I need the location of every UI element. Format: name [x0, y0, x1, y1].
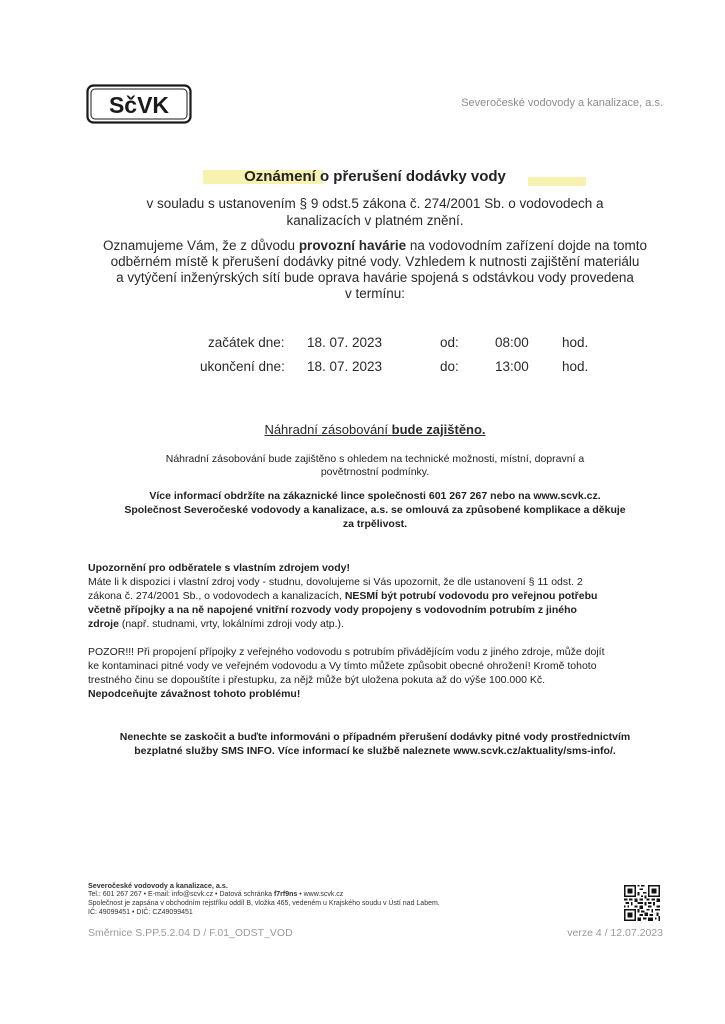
supply-heading: Náhradní zásobování bude zajištěno. [264, 422, 486, 437]
intro-line: odběrném místě k přerušení dodávky pitné vody. Vzhledem k nutnosti zajištění materiálu [110, 254, 640, 269]
start-label: začátek dne: [208, 335, 285, 350]
qr-code [624, 885, 660, 921]
supply-text: povětrnostní podmínky. [320, 466, 430, 478]
start-unit: hod. [562, 335, 589, 350]
intro-line: v termínu: [344, 286, 406, 301]
end-unit: hod. [562, 359, 589, 374]
caution-line: POZOR!!! Při propojení přípojky z veřejného vodovodu s potrubím přivádějícím vodu z jiného zdroje, může dojít [88, 646, 605, 658]
apology-line: za trpělivost. [342, 518, 408, 530]
caution-line: trestného činu se dopouštíte i přestupku, za nějž může být uložena pokuta až do výše 100.000 Kč. [88, 674, 546, 686]
footer-contact: Tel.: 601 267 267 • E-mail: info@scvk.cz • Datová schránka f7rf9ns • www.scvk.cz [88, 891, 344, 898]
schedule-end-row [0, 359, 725, 377]
supply-text: Náhradní zásobování bude zajištěno s ohledem na technické možnosti, místní, dopravní a [165, 453, 585, 465]
start-date: 18. 07. 2023 [307, 335, 383, 350]
document-version: verze 4 / 12.07.2023 [567, 927, 663, 939]
end-time: 13:00 [495, 359, 529, 374]
intro-line: Oznamujeme Vám, že z důvodu provozní havárie na vodovodním zařízení dojde na tomto [102, 238, 648, 253]
law-reference-line: kanalizacích v platném znění. [286, 213, 464, 228]
sms-info-line: bezplatné služby SMS INFO. Více informací ke službě naleznete www.scvk.cz/aktuality/sms-info/. [134, 745, 616, 757]
start-time-label: od: [440, 335, 459, 350]
warning-line: zdroje (např. studnami, vrty, lokálními zdroji vody atp.). [88, 618, 344, 630]
warning-line: Máte li k dispozici i vlastní zdroj vody - studnu, dovolujeme si Vás upozornit, že dle ustanovení § 11 odst. 2 [88, 576, 583, 588]
incident-type: provozní havárie [298, 238, 407, 253]
footer-company: Severočeské vodovody a kanalizace, a.s. [88, 881, 228, 890]
warning-line: včetně přípojky a na ně napojené vnitřní rozvody vody propojeny s vodovodním potrubím z jiného [88, 604, 577, 616]
scvk-logo [86, 84, 192, 124]
sms-info-line: Nenechte se zaskočit a buďte informováni o případném přerušení dodávky pitné vody prostřednictvím [119, 731, 631, 743]
info-line: Více informací obdržíte na zákaznické lince společnosti 601 267 267 nebo na www.scvk.cz. [149, 490, 601, 502]
warning-heading: Upozornění pro odběratele s vlastním zdrojem vody! [88, 562, 350, 574]
end-date: 18. 07. 2023 [307, 359, 383, 374]
end-label: ukončení dne: [200, 359, 285, 374]
start-time: 08:00 [495, 335, 529, 350]
directive-code: Směrnice S.PP.5.2.04 D / F.01_ODST_VOD [88, 927, 293, 939]
apology-line: Společnost Severočeské vodovody a kanalizace, a.s. se omlouvá za způsobené komplikace a děkuje [124, 504, 626, 516]
caution-line: ke kontaminaci pitné vody ve veřejném vodovodu a Vy tímto můžete způsobit obecné ohrožení! Kromě tohoto [88, 660, 597, 672]
law-reference-line: v souladu s ustanovením § 9 odst.5 zákona č. 274/2001 Sb. o vodovodech a [146, 196, 604, 211]
notice-title: Oznámení o přerušení dodávky vody [244, 168, 506, 185]
logo-text: SčVK [108, 92, 170, 118]
company-header: Severočeské vodovody a kanalizace, a.s. [461, 97, 663, 109]
intro-line: a vytýčení inženýrských sítí bude oprava havárie spojená s odstávkou vody provedena [116, 270, 634, 285]
schedule-start-row [0, 335, 725, 353]
footer-registry: Společnost je zapsána v obchodním rejstříku oddíl B, vložka 465, vedeném u Krajského soudu v Ústí nad Labem. [88, 900, 440, 907]
warning-line: zákona č. 274/2001 Sb., o vodovodech a kanalizacích, NESMÍ být potrubí vodovodu pro veřejnou potřebu [88, 590, 598, 602]
caution-line: Nepodceňujte závažnost tohoto problému! [88, 688, 301, 700]
end-time-label: do: [440, 359, 459, 374]
footer-ids: IČ: 49099451 • DIČ: CZ49099451 [88, 909, 193, 916]
